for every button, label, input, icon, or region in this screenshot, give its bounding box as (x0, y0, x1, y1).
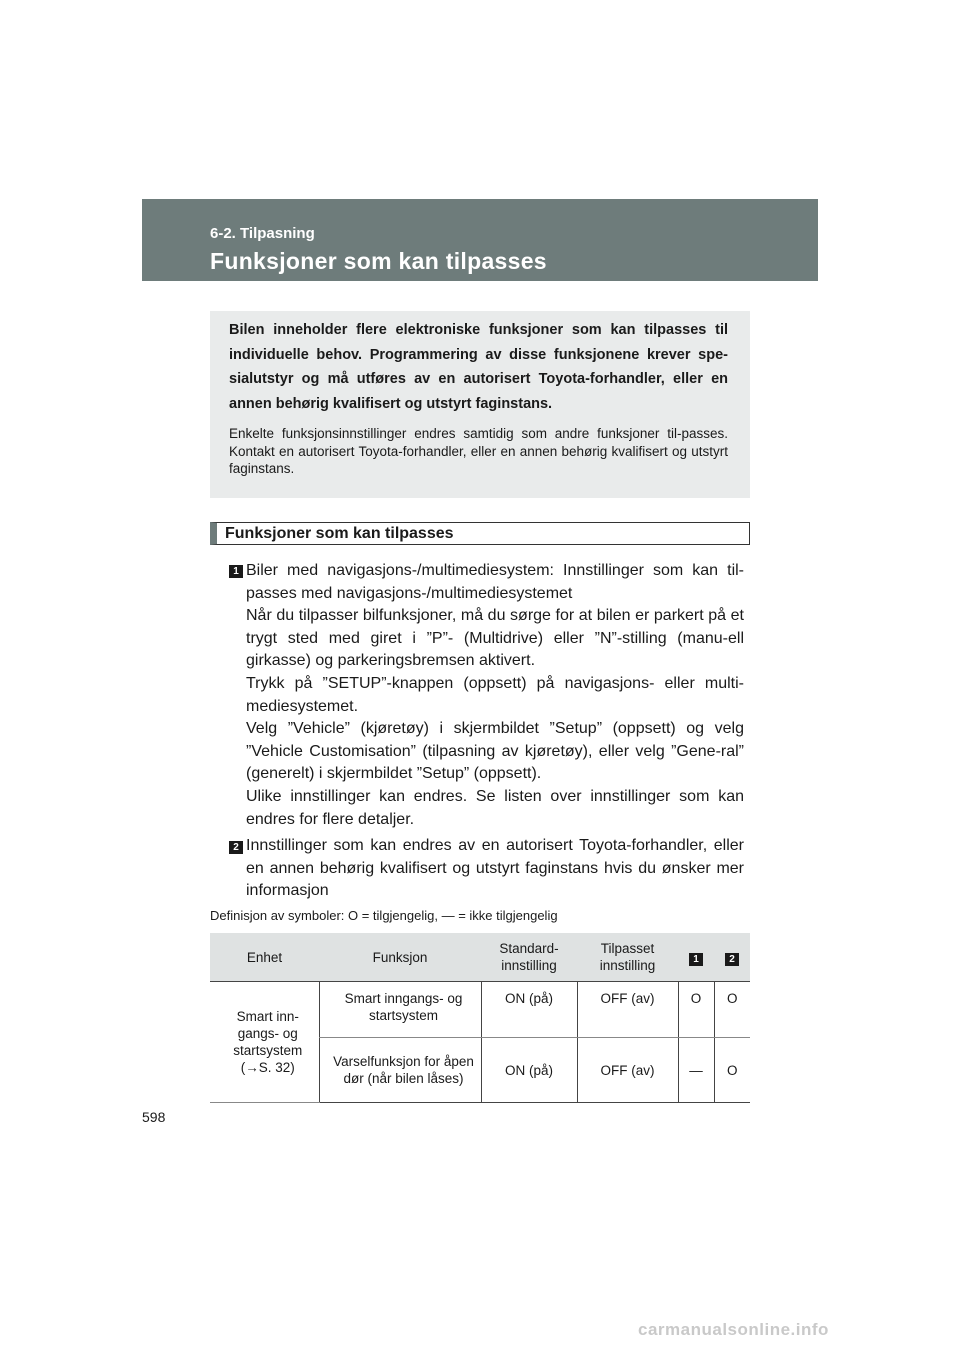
cell-default: ON (på) (481, 982, 577, 1038)
table-header-row (210, 933, 750, 982)
header-badge-2: 2 (725, 953, 739, 966)
item-1-line-5: Ulike innstillinger kan endres. Se listen over innstillinger som kan endres for flere detaljer. (246, 787, 744, 828)
settings-table (210, 933, 750, 1103)
item-1-line-2: Når du tilpasser bilfunksjoner, må du sørge for at bilen er parkert på et trygt sted med giret i ”P”- (Multidrive) eller ”N”-stilling (manu-ell girkasse) og parkeringsbremsen aktivert. (246, 607, 744, 670)
header-custom: Tilpasset innstilling (577, 933, 678, 982)
chapter-header (142, 199, 818, 281)
watermark: carmanualsonline.info (638, 1320, 829, 1339)
header-default: Standard-innstilling (481, 933, 577, 982)
header-col-2 (714, 933, 750, 982)
subheading: Funksjoner som kan tilpasses (210, 522, 750, 545)
table-row (210, 982, 750, 1038)
cell-unit: Smart inn-gangs- og startsystem (→S. 32) (210, 982, 319, 1103)
section-label: 6-2. Tilpasning (210, 225, 315, 242)
intro-normal-text: Enkelte funksjonsinnstillinger endres samtidig som andre funksjoner til-passes. Kontakt en autorisert Toyota-forhandler, eller en annen behørig kvalifisert og utstyrt faginstans. (229, 426, 728, 476)
item-1-line-3: Trykk på ”SETUP”-knappen (oppsett) på navigasjons- eller multi-mediesystemet. (246, 674, 744, 715)
intro-bold-text: Bilen inneholder flere elektroniske funksjoner som kan tilpasses til individuelle behov. Programmering av disse funksjonene krever spe-sialutstyr og må utføres av en autorisert Toyota-forhandler, eller en annen behørig kvalifisert og utstyrt faginstans. (229, 322, 728, 412)
page-number: 598 (142, 1109, 166, 1125)
item-badge-2: 2 (229, 841, 243, 854)
header-function: Funksjon (319, 933, 481, 982)
list-item-2 (246, 835, 744, 903)
cell-col-2: O (714, 1038, 750, 1103)
cell-function: Smart inngangs- og startsystem (319, 982, 481, 1038)
cell-default: ON (på) (481, 1038, 577, 1103)
header-col-1 (678, 933, 714, 982)
item-1-line-1: Biler med navigasjons-/multimediesystem: Innstillinger som kan til-passes med navigasjons-/multimediesystemet (246, 562, 744, 602)
symbol-definition: Definisjon av symboler: O = tilgjengelig, — = ikke tilgjengelig (210, 908, 558, 923)
list-item-1 (246, 560, 744, 831)
cell-function: Varselfunksjon for åpen dør (når bilen låses) (319, 1038, 481, 1103)
cell-col-1: O (678, 982, 714, 1038)
cell-col-2: O (714, 982, 750, 1038)
header-unit: Enhet (210, 933, 319, 982)
header-badge-1: 1 (689, 953, 703, 966)
page-title: Funksjoner som kan tilpasses (210, 248, 547, 274)
cell-custom: OFF (av) (577, 982, 678, 1038)
item-1-line-4: Velg ”Vehicle” (kjøretøy) i skjermbildet ”Setup” (oppsett) og velg ”Vehicle Customisation” (tilpasning av kjøretøy), eller velg ”Gene-ral” (generelt) i skjermbildet ”Setup” (oppsett). (246, 720, 744, 783)
cell-col-1: — (678, 1038, 714, 1103)
cell-custom: OFF (av) (577, 1038, 678, 1103)
item-2-line-1: Innstillinger som kan endres av en autorisert Toyota-forhandler, eller en annen behørig kvalifisert og utstyrt faginstans hvis du ønsker mer informasjon (246, 837, 744, 900)
item-badge-1: 1 (229, 565, 243, 578)
intro-box (210, 311, 750, 498)
